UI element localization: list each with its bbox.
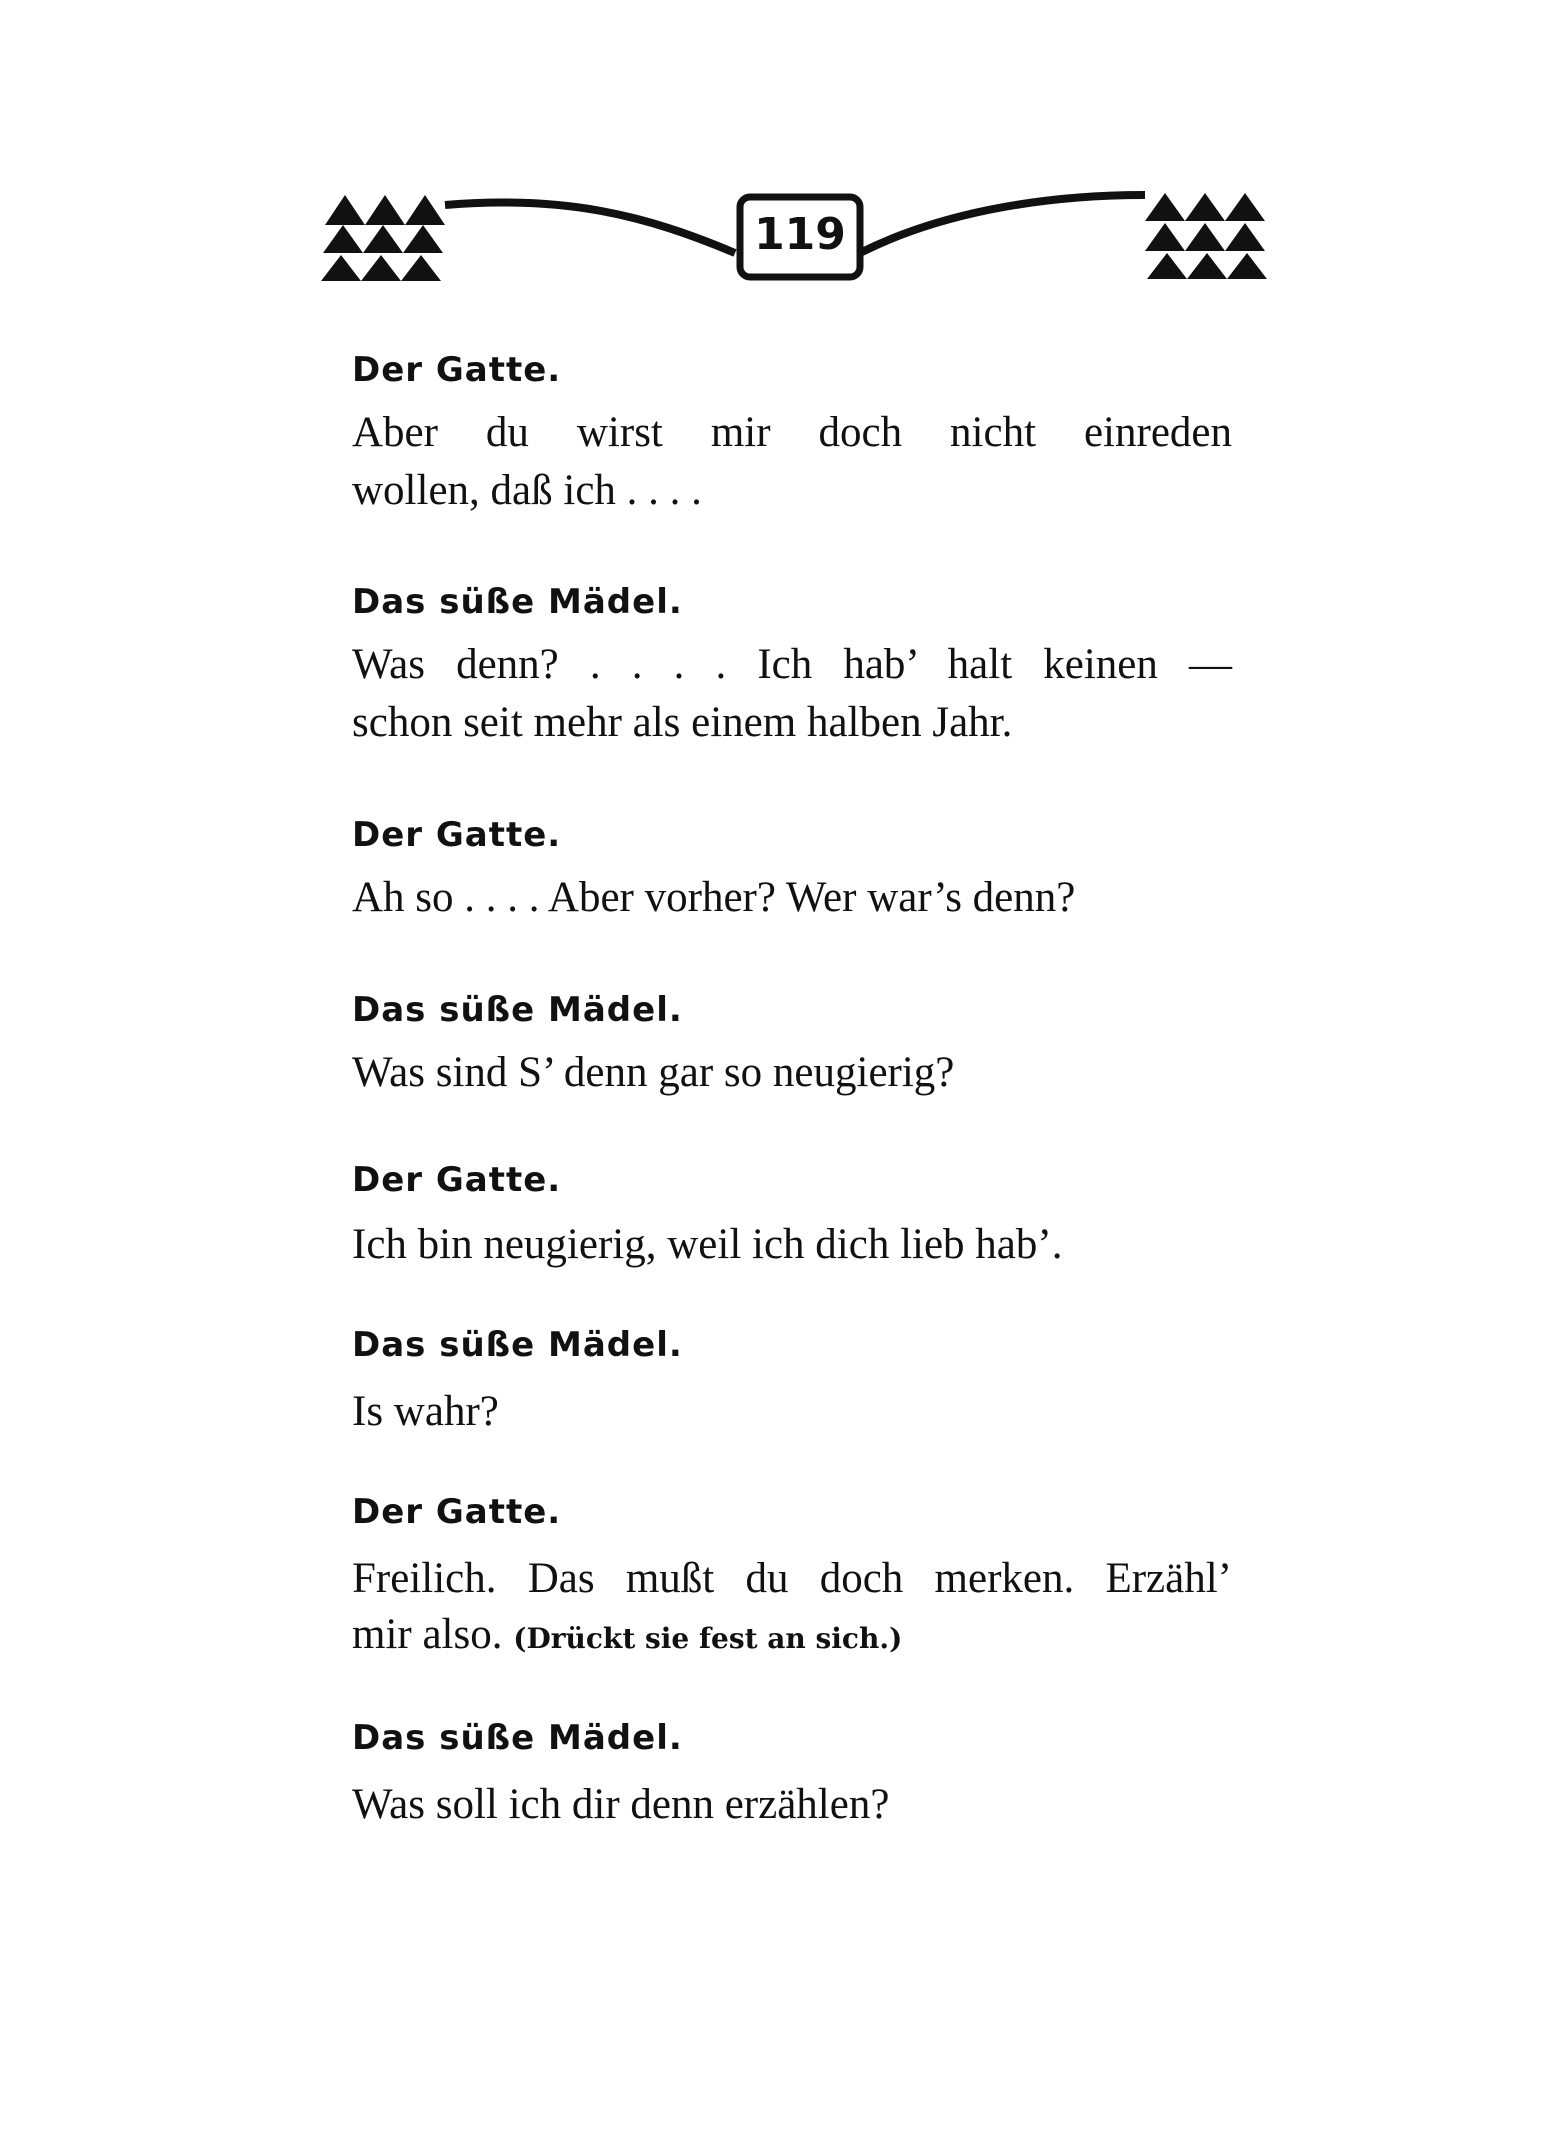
dialogue-block bbox=[352, 1160, 1252, 1280]
dialogue-line: Ah so . . . . Aber vorher? Wer war’s denn? bbox=[352, 874, 1076, 921]
dialogue-line-with-stage-direction bbox=[352, 1610, 902, 1659]
speaker-name: Das süße Mädel. bbox=[352, 1718, 683, 1758]
dialogue-line: Is wahr? bbox=[352, 1388, 499, 1435]
speaker-name: Der Gatte. bbox=[352, 1160, 562, 1200]
speaker-name: Der Gatte. bbox=[352, 350, 562, 390]
dialogue-line: Was denn? . . . . Ich hab’ halt keinen — bbox=[352, 641, 1232, 688]
dialogue-block bbox=[352, 1492, 1252, 1662]
page-number: 119 bbox=[754, 209, 846, 260]
dialogue-line: schon seit mehr als einem halben Jahr. bbox=[352, 699, 1013, 746]
dialogue-block bbox=[352, 350, 1252, 520]
dialogue-line: Was soll ich dir denn erzählen? bbox=[352, 1781, 890, 1828]
dialogue-text: mir also. bbox=[352, 1611, 503, 1658]
right-triangle-cluster bbox=[1145, 193, 1267, 279]
dialogue-block bbox=[352, 582, 1252, 752]
dialogue-block bbox=[352, 990, 1252, 1110]
speaker-name: Das süße Mädel. bbox=[352, 990, 683, 1030]
dialogue-line: wollen, daß ich . . . . bbox=[352, 467, 702, 514]
speaker-name: Der Gatte. bbox=[352, 1492, 562, 1532]
speaker-name: Das süße Mädel. bbox=[352, 582, 683, 622]
dialogue-block bbox=[352, 815, 1252, 935]
speaker-name: Das süße Mädel. bbox=[352, 1325, 683, 1365]
dialogue-line: Aber du wirst mir doch nicht einreden bbox=[352, 409, 1232, 456]
left-triangle-cluster bbox=[321, 195, 445, 281]
dialogue-block bbox=[352, 1325, 1252, 1445]
dialogue-line: Freilich. Das mußt du doch merken. Erzähl’ bbox=[352, 1555, 1232, 1602]
dialogue-line: Ich bin neugierig, weil ich dich lieb hab’. bbox=[352, 1221, 1063, 1268]
dialogue-block bbox=[352, 1718, 1252, 1838]
stage-direction: (Drückt sie fest an sich.) bbox=[513, 1622, 903, 1655]
speaker-name: Der Gatte. bbox=[352, 815, 562, 855]
dialogue-line: Was sind S’ denn gar so neugierig? bbox=[352, 1049, 955, 1096]
